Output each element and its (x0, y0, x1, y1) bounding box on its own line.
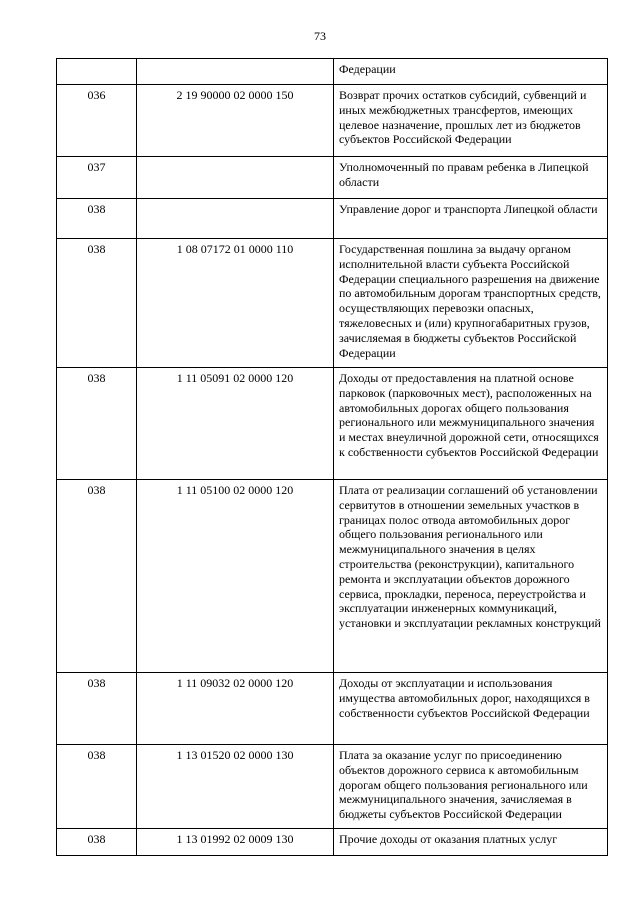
revenue-code-cell: 1 11 09032 02 0000 120 (137, 673, 334, 745)
revenue-code-cell: 1 11 05091 02 0000 120 (137, 368, 334, 480)
table-row (57, 829, 608, 856)
page-number: 73 (314, 29, 326, 43)
revenue-code-cell (137, 59, 334, 85)
table-row (57, 157, 608, 199)
table-row (57, 673, 608, 745)
administrator-code-cell: 038 (57, 480, 137, 673)
administrator-code-cell: 036 (57, 85, 137, 157)
table-row (57, 368, 608, 480)
administrator-code-cell: 038 (57, 745, 137, 829)
revenue-code-cell (137, 157, 334, 199)
revenue-code-cell: 1 13 01520 02 0000 130 (137, 745, 334, 829)
revenue-name-cell: Плата за оказание услуг по присоединению объектов дорожного сервиса к автомобильным дорогам общего пользования регионального или межмуниципального значения, зачисляемая в бюджеты субъектов Российской Федерации (334, 745, 608, 829)
revenue-name-cell: Плата от реализации соглашений об установлении сервитутов в отношении земельных участков в границах полос отвода автомобильных дорог общего пользования регионального или межмуниципального значения в целях строительства (реконструкции), капитального ремонта и эксплуатации объектов дорожного сервиса, прокладки, переноса, переустройства и эксплуатации инженерных коммуникаций, установки и эксплуатации рекламных конструкций (334, 480, 608, 673)
administrator-code-cell: 038 (57, 368, 137, 480)
revenue-code-cell: 1 13 01992 02 0009 130 (137, 829, 334, 856)
administrator-code-cell: 038 (57, 239, 137, 368)
revenue-code-cell (137, 199, 334, 239)
administrator-code-cell: 037 (57, 157, 137, 199)
revenue-code-cell: 1 08 07172 01 0000 110 (137, 239, 334, 368)
revenue-name-cell: Государственная пошлина за выдачу органом исполнительной власти субъекта Российской Федерации специального разрешения на движение по автомобильным дорогам транспортных средств, осуществляющих перевозки опасных, тяжеловесных и (или) крупногабаритных грузов, зачисляемая в бюджеты субъектов Российской Федерации (334, 239, 608, 368)
table-row (57, 199, 608, 239)
revenue-code-cell: 1 11 05100 02 0000 120 (137, 480, 334, 673)
budget-classification-table (56, 58, 608, 856)
table-row (57, 480, 608, 673)
revenue-name-cell: Прочие доходы от оказания платных услуг (334, 829, 608, 856)
revenue-name-cell: Уполномоченный по правам ребенка в Липецкой области (334, 157, 608, 199)
table-row (57, 745, 608, 829)
table-row (57, 85, 608, 157)
revenue-name-cell: Доходы от предоставления на платной основе парковок (парковочных мест), расположенных на автомобильных дорогах общего пользования регионального или межмуниципального значения и местах внеуличной дорожной сети, относящихся к собственности субъектов Российской Федерации (334, 368, 608, 480)
revenue-name-cell: Управление дорог и транспорта Липецкой области (334, 199, 608, 239)
administrator-code-cell: 038 (57, 673, 137, 745)
table-row (57, 239, 608, 368)
revenue-code-cell: 2 19 90000 02 0000 150 (137, 85, 334, 157)
administrator-code-cell: 038 (57, 199, 137, 239)
table-row (57, 59, 608, 85)
revenue-name-cell: Возврат прочих остатков субсидий, субвенций и иных межбюджетных трансфертов, имеющих целевое назначение, прошлых лет из бюджетов субъектов Российской Федерации (334, 85, 608, 157)
administrator-code-cell: 038 (57, 829, 137, 856)
administrator-code-cell (57, 59, 137, 85)
revenue-name-cell: Доходы от эксплуатации и использования имущества автомобильных дорог, находящихся в собственности субъектов Российской Федерации (334, 673, 608, 745)
revenue-name-cell: Федерации (334, 59, 608, 85)
